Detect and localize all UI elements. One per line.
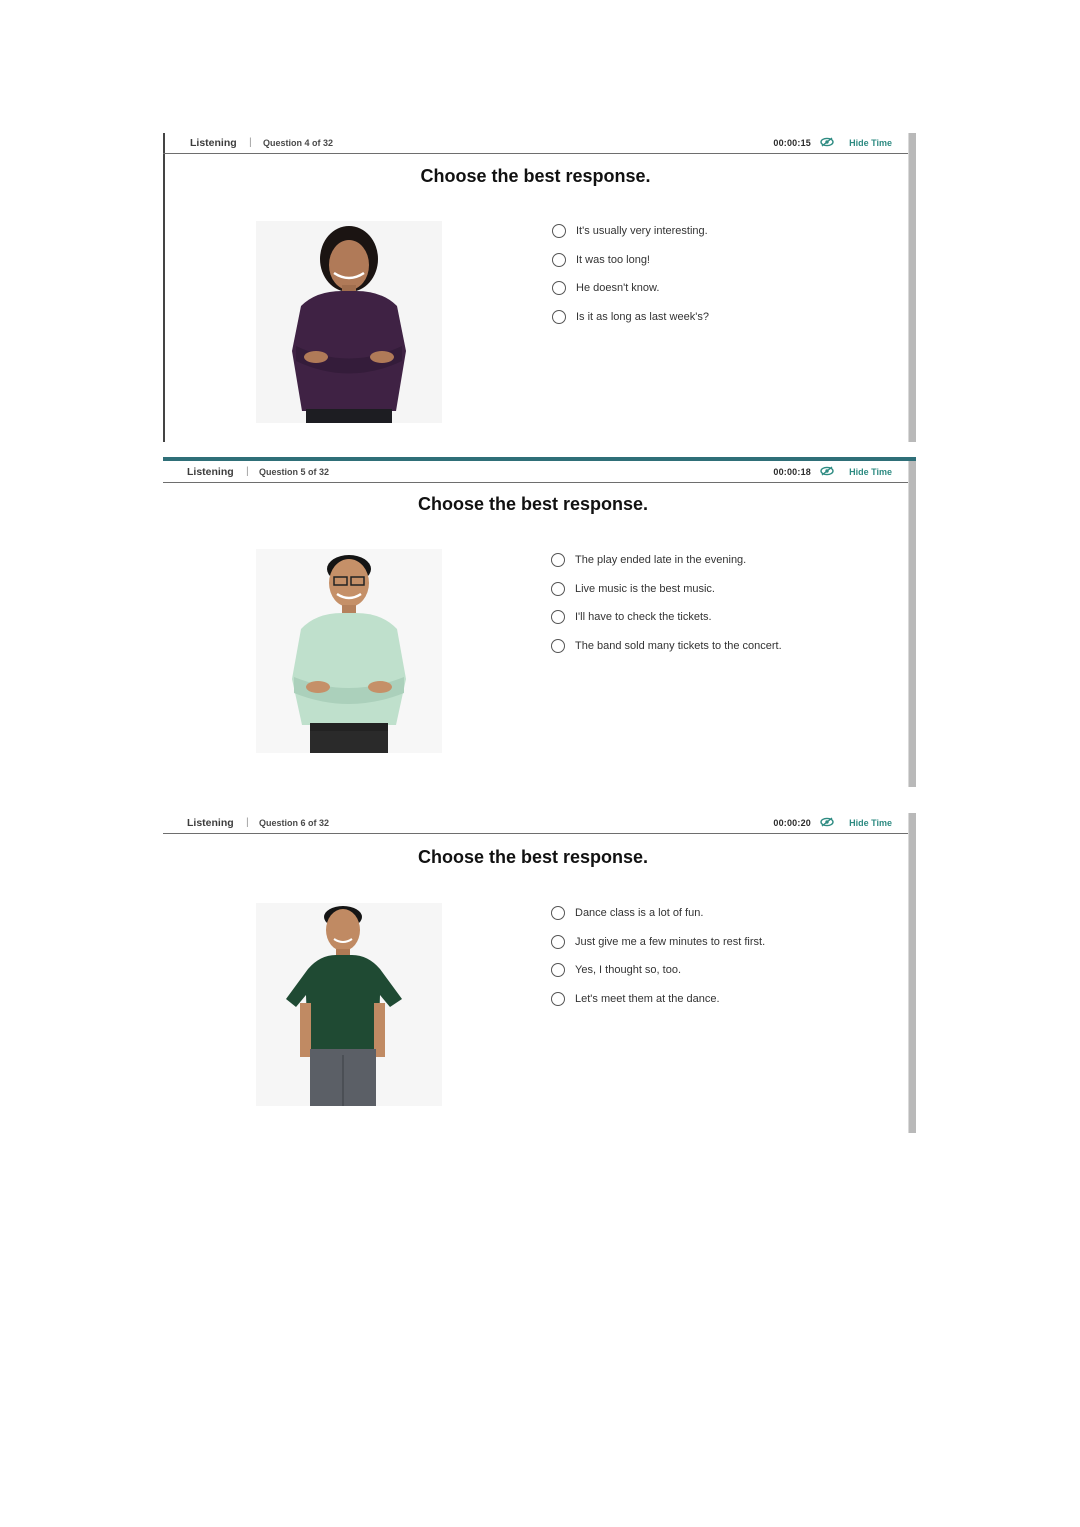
question-panel-6	[163, 813, 916, 1133]
radio-button[interactable]	[551, 610, 565, 624]
option-label: Is it as long as last week's?	[576, 310, 709, 323]
section-label: Listening	[187, 817, 234, 829]
top-accent-bar	[163, 457, 916, 461]
hide-time-button[interactable]: Hide Time	[849, 818, 892, 828]
option-label: The play ended late in the evening.	[575, 554, 747, 566]
eye-slash-icon[interactable]	[820, 137, 834, 147]
answer-options	[551, 553, 782, 667]
speaker-photo	[256, 549, 442, 753]
answer-options	[552, 224, 709, 338]
scrollbar[interactable]	[909, 133, 916, 442]
answer-option[interactable]	[551, 906, 765, 935]
header-separator: |	[246, 465, 249, 477]
answer-option[interactable]	[551, 582, 782, 611]
question-panel-4	[163, 133, 916, 442]
option-label: Live music is the best music.	[575, 582, 715, 595]
man-green-polo-photo	[256, 903, 442, 1106]
scrollbar[interactable]	[909, 461, 916, 787]
woman-purple-shirt-photo	[256, 221, 442, 423]
prompt-heading: Choose the best response.	[417, 847, 649, 867]
option-label: He doesn't know.	[576, 282, 660, 295]
radio-button[interactable]	[552, 224, 566, 238]
answer-option[interactable]	[552, 310, 709, 339]
timer: 00:00:15	[773, 138, 811, 148]
radio-button[interactable]	[551, 935, 565, 949]
radio-button[interactable]	[551, 992, 565, 1006]
option-label: The band sold many tickets to the concert.	[575, 639, 782, 652]
answer-option[interactable]	[551, 963, 765, 992]
man-mint-shirt-photo	[256, 549, 442, 753]
timer: 00:00:20	[773, 818, 811, 828]
answer-option[interactable]	[552, 281, 709, 310]
speaker-photo	[256, 903, 442, 1106]
option-label: Dance class is a lot of fun.	[575, 907, 704, 919]
header-separator: |	[246, 816, 249, 828]
answer-option[interactable]	[551, 639, 782, 668]
option-label: I'll have to check the tickets.	[575, 611, 712, 624]
header-bar	[163, 462, 908, 483]
radio-button[interactable]	[552, 281, 566, 295]
option-label: Let's meet them at the dance.	[575, 992, 720, 1005]
option-label: Yes, I thought so, too.	[575, 964, 682, 977]
radio-button[interactable]	[551, 963, 565, 977]
radio-button[interactable]	[551, 639, 565, 653]
option-label: It's usually very interesting.	[576, 225, 708, 237]
answer-option[interactable]	[551, 610, 782, 639]
radio-button[interactable]	[552, 310, 566, 324]
question-counter: Question 6 of 32	[259, 818, 330, 828]
question-counter: Question 4 of 32	[263, 138, 334, 148]
header-bar	[163, 813, 908, 834]
speaker-photo	[256, 221, 442, 423]
question-counter: Question 5 of 32	[259, 467, 330, 477]
eye-slash-icon[interactable]	[820, 817, 834, 827]
header-separator: |	[249, 136, 252, 148]
answer-options	[551, 906, 765, 1020]
question-panel-5	[163, 457, 916, 787]
radio-button[interactable]	[551, 553, 565, 567]
option-label: It was too long!	[576, 253, 650, 266]
section-label: Listening	[190, 137, 237, 149]
radio-button[interactable]	[551, 906, 565, 920]
answer-option[interactable]	[552, 224, 709, 253]
prompt-heading: Choose the best response.	[417, 494, 649, 514]
answer-option[interactable]	[551, 935, 765, 964]
answer-option[interactable]	[551, 553, 782, 582]
answer-option[interactable]	[552, 253, 709, 282]
timer: 00:00:18	[773, 467, 811, 477]
radio-button[interactable]	[552, 253, 566, 267]
answer-option[interactable]	[551, 992, 765, 1021]
scrollbar[interactable]	[909, 813, 916, 1133]
eye-slash-icon[interactable]	[820, 466, 834, 476]
section-label: Listening	[187, 466, 234, 478]
prompt-heading: Choose the best response.	[420, 166, 651, 186]
hide-time-button[interactable]: Hide Time	[849, 467, 892, 477]
header-bar	[163, 133, 908, 154]
radio-button[interactable]	[551, 582, 565, 596]
option-label: Just give me a few minutes to rest first.	[575, 935, 766, 948]
hide-time-button[interactable]: Hide Time	[849, 138, 892, 148]
